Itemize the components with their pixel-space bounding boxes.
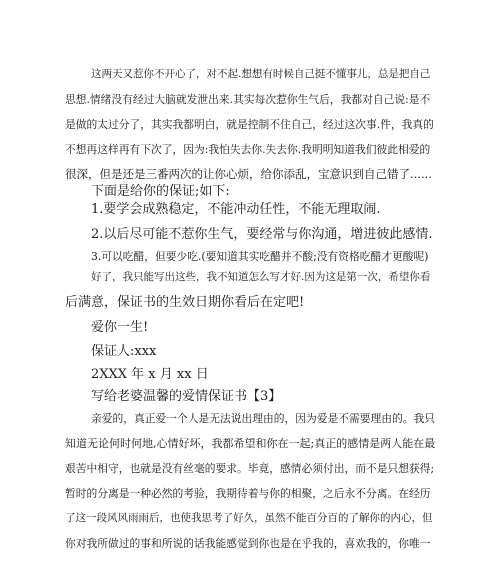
text-line: 后满意，保证书的生效日期你看后在定吧! bbox=[65, 295, 305, 310]
guarantor-line bbox=[65, 339, 435, 364]
promise-item: 3.可以吃醋，但要少吃.(要知道其实吃醋并不酸;没有资格吃醋才更酸呢) bbox=[91, 250, 429, 263]
date-text: 2XXX 年 x 月 xx 日 bbox=[91, 367, 209, 382]
text-line: 思想.情绪没有经过大脑就发泄出来.其实每次惹你生气后，我都对自己说:是不 bbox=[65, 93, 431, 106]
promise-item: 1.要学会成熟稳定，不能冲动任性，不能无理取闹. bbox=[91, 202, 381, 217]
paragraph-letter bbox=[65, 406, 435, 556]
text-line: 亲爱的，真正爱一个人是无法说出理由的，因为爱是不需要理由的。我只 bbox=[91, 412, 435, 425]
promise-item: 2.以后尽可能不惹你生气，要经常与你沟通，增进彼此感情. bbox=[91, 227, 433, 242]
text-line: 暂时的分离是一种必然的考验，我期待着与你的相聚，之后永不分离。在经历 bbox=[65, 487, 431, 500]
paragraph-apology bbox=[65, 62, 435, 187]
closing-line bbox=[65, 315, 435, 340]
text-line: 了这一段风风雨雨后，也使我思考了好久，虽然不能百分百的了解你的内心，但 bbox=[65, 512, 433, 524]
text-line: 不想再这样再有下次了，因为:我怕失去你.失去你.我明明知道我们彼此相爱的 bbox=[65, 143, 431, 156]
text-line: 知道无论何时何地,心情好坏，我都希望和你在一起;真正的感情是两人能在最 bbox=[65, 437, 435, 450]
section-title-text: 写给老婆温馨的爱情保证书【3】 bbox=[91, 389, 282, 404]
promise-list bbox=[65, 197, 435, 222]
text-line: 下面是给你的保证;如下: bbox=[91, 184, 230, 199]
text-line: 这两天又惹你不开心了，对不起.想想有时候自己挺不懂事儿，总是把自己 bbox=[91, 68, 431, 80]
text-line: 是做的太过分了，其实我都明白，就是控制不住自己，经过这次事.件，我真的 bbox=[65, 118, 434, 131]
guarantor-text: 保证人:xxx bbox=[91, 344, 157, 359]
paragraph-ending bbox=[65, 265, 435, 315]
text-line: 好了，我只能写出这些，我不知道怎么写才好.因为这是第一次，希望你看 bbox=[91, 271, 431, 283]
text-line: 你对我所做过的事和所说的话我能感觉到你也是在乎我的，喜欢我的，你唯一 bbox=[65, 537, 431, 550]
closing-text: 爱你一生! bbox=[91, 320, 149, 335]
text-line: 艰苦中相守，也就是没有丝毫的要求。毕竟，感情必须付出，而不是只想获得; bbox=[65, 462, 435, 475]
text-line: 很深，但是还是三番两次的让你心烦，给你添乱，宝意识到自己错了...... bbox=[65, 167, 432, 181]
